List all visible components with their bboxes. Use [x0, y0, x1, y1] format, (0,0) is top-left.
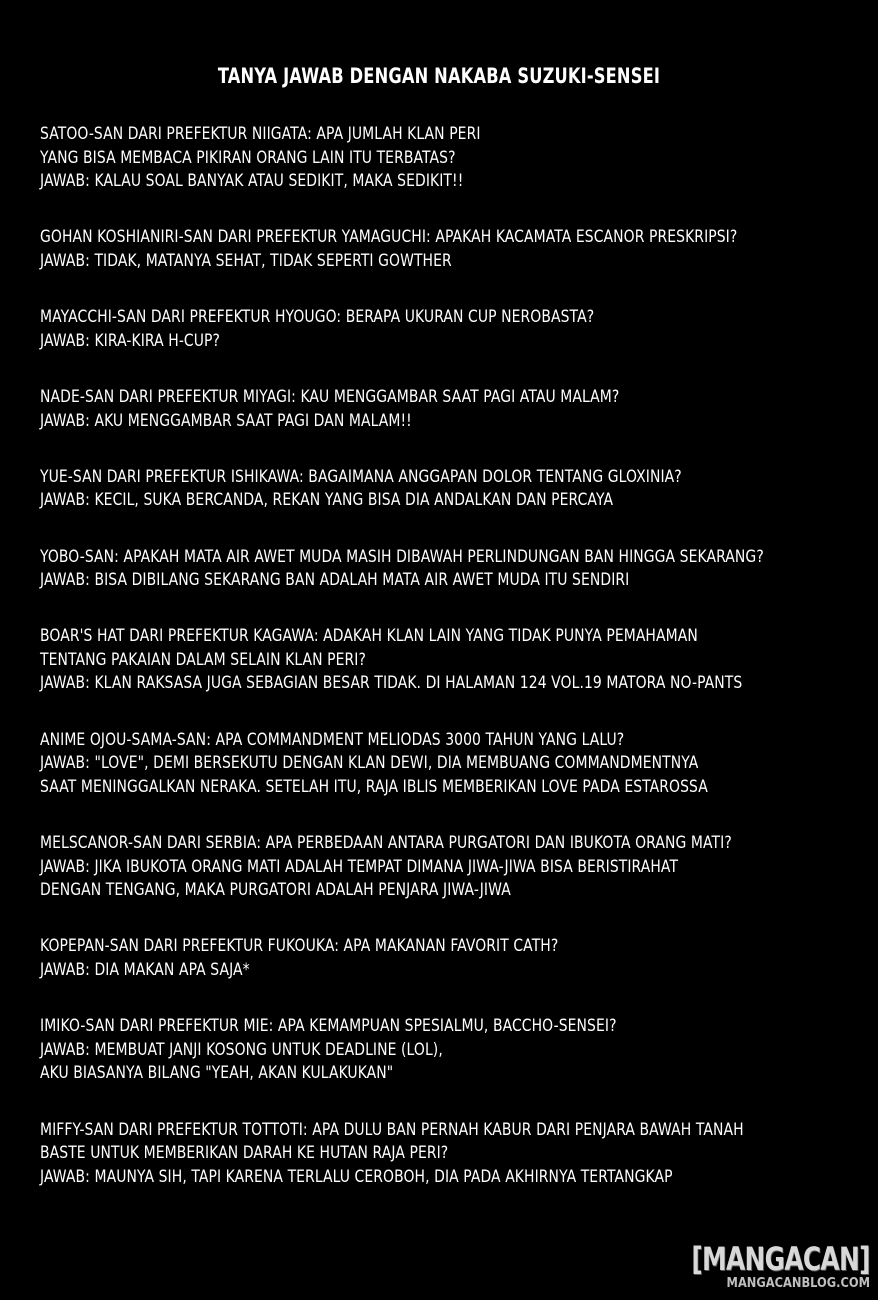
qa-line: SATOO-SAN DARI PREFEKTUR NIIGATA: APA JUMLAH KLAN PERI [40, 124, 481, 144]
qa-line: IMIKO-SAN DARI PREFEKTUR MIE: APA KEMAMPUAN SPESIALMU, BACCHO-SENSEI? [40, 1016, 617, 1037]
qa-line: JAWAB: KLAN RAKSASA JUGA SEBAGIAN BESAR TIDAK. DI HALAMAN 124 VOL.19 MATORA NO-PANTS [40, 673, 743, 694]
qa-gap [40, 799, 878, 832]
qa-item [40, 625, 878, 696]
qa-line: ANIME OJOU-SAMA-SAN: APA COMMANDMENT MELIODAS 3000 TAHUN YANG LALU? [40, 729, 625, 750]
page-title: TANYA JAWAB DENGAN NAKABA SUZUKI-SENSEI [217, 64, 661, 88]
qa-line: YANG BISA MEMBACA PIKIRAN ORANG LAIN ITU TERBATAS? [40, 147, 456, 168]
qa-gap [40, 513, 878, 546]
qa-gap [40, 696, 878, 729]
qa-line: GOHAN KOSHIANIRI-SAN DARI PREFEKTUR YAMAGUCHI: APAKAH KACAMATA ESCANOR PRESKRIPSI? [40, 227, 738, 248]
qa-gap [40, 433, 878, 466]
qa-line: JAWAB: TIDAK, MATANYA SEHAT, TIDAK SEPERTI GOWTHER [40, 250, 452, 271]
qa-line: JAWAB: AKU MENGGAMBAR SAAT PAGI DAN MALAM!! [40, 410, 412, 431]
qa-line: MAYACCHI-SAN DARI PREFEKTUR HYOUGO: BERAPA UKURAN CUP NEROBASTA? [40, 307, 595, 328]
qa-line: JAWAB: MAUNYA SIH, TAPI KARENA TERLALU CEROBOH, DIA PADA AKHIRNYA TERTANGKAP [40, 1166, 673, 1187]
watermark-logo [691, 1240, 874, 1296]
qa-line: JAWAB: MEMBUAT JANJI KOSONG UNTUK DEADLINE (LOL), [40, 1039, 443, 1060]
qa-line: AKU BIASANYA BILANG "YEAH, AKAN KULAKUKAN" [40, 1063, 394, 1084]
qa-item [40, 832, 878, 903]
qa-line: YUE-SAN DARI PREFEKTUR ISHIKAWA: BAGAIMANA ANGGAPAN DOLOR TENTANG GLOXINIA? [40, 466, 682, 487]
qa-item [40, 386, 878, 433]
qa-list [40, 123, 878, 1189]
qa-gap [40, 983, 878, 1016]
qa-item [40, 546, 878, 593]
qa-item [40, 466, 878, 513]
qa-line: SAAT MENINGGALKAN NERAKA. SETELAH ITU, RAJA IBLIS MEMBERIKAN LOVE PADA ESTAROSSA [40, 776, 708, 797]
qa-item [40, 306, 878, 353]
qa-item [40, 1015, 878, 1086]
qa-item [40, 729, 878, 800]
qa-line: JAWAB: JIKA IBUKOTA ORANG MATI ADALAH TEMPAT DIMANA JIWA-JIWA BISA BERISTIRAHAT [40, 856, 679, 877]
qa-line: BOAR'S HAT DARI PREFEKTUR KAGAWA: ADAKAH KLAN LAIN YANG TIDAK PUNYA PEMAHAMAN [40, 626, 698, 647]
watermark-url: MANGACANBLOG.COM [726, 1276, 870, 1291]
qa-item [40, 935, 878, 982]
qa-line: JAWAB: "LOVE", DEMI BERSEKUTU DENGAN KLAN DEWI, DIA MEMBUANG COMMANDMENTNYA [40, 753, 699, 774]
qa-item [40, 123, 878, 194]
qa-gap [40, 1086, 878, 1119]
qa-line: NADE-SAN DARI PREFEKTUR MIYAGI: KAU MENGGAMBAR SAAT PAGI ATAU MALAM? [40, 386, 620, 407]
qa-gap [40, 593, 878, 626]
qa-line: JAWAB: KALAU SOAL BANYAK ATAU SEDIKIT, MAKA SEDIKIT!! [40, 171, 464, 192]
qa-line: YOBO-SAN: APAKAH MATA AIR AWET MUDA MASIH DIBAWAH PERLINDUNGAN BAN HINGGA SEKARANG? [40, 546, 764, 567]
qa-line: KOPEPAN-SAN DARI PREFEKTUR FUKOUKA: APA MAKANAN FAVORIT CATH? [40, 936, 559, 957]
qa-gap [40, 903, 878, 936]
qa-line: MELSCANOR-SAN DARI SERBIA: APA PERBEDAAN ANTARA PURGATORI DAN IBUKOTA ORANG MATI? [40, 833, 732, 854]
qa-item [40, 1119, 878, 1190]
qa-gap [40, 274, 878, 307]
qa-line: TENTANG PAKAIAN DALAM SELAIN KLAN PERI? [40, 649, 366, 670]
qa-line: JAWAB: DIA MAKAN APA SAJA* [40, 960, 250, 980]
watermark-brand: [MANGACAN] [691, 1240, 870, 1278]
qa-line: MIFFY-SAN DARI PREFEKTUR TOTTOTI: APA DULU BAN PERNAH KABUR DARI PENJARA BAWAH TANAH [40, 1119, 744, 1140]
qa-line: JAWAB: KIRA-KIRA H-CUP? [40, 330, 221, 351]
qa-line: JAWAB: KECIL, SUKA BERCANDA, REKAN YANG BISA DIA ANDALKAN DAN PERCAYA [40, 490, 614, 511]
qa-gap [40, 194, 878, 227]
qa-item [40, 226, 878, 273]
qa-line: BASTE UNTUK MEMBERIKAN DARAH KE HUTAN RAJA PERI? [40, 1143, 449, 1164]
qa-gap [40, 353, 878, 386]
qa-line: JAWAB: BISA DIBILANG SEKARANG BAN ADALAH MATA AIR AWET MUDA ITU SENDIRI [40, 570, 630, 591]
qa-line: DENGAN TENGANG, MAKA PURGATORI ADALAH PENJARA JIWA-JIWA [40, 880, 511, 901]
